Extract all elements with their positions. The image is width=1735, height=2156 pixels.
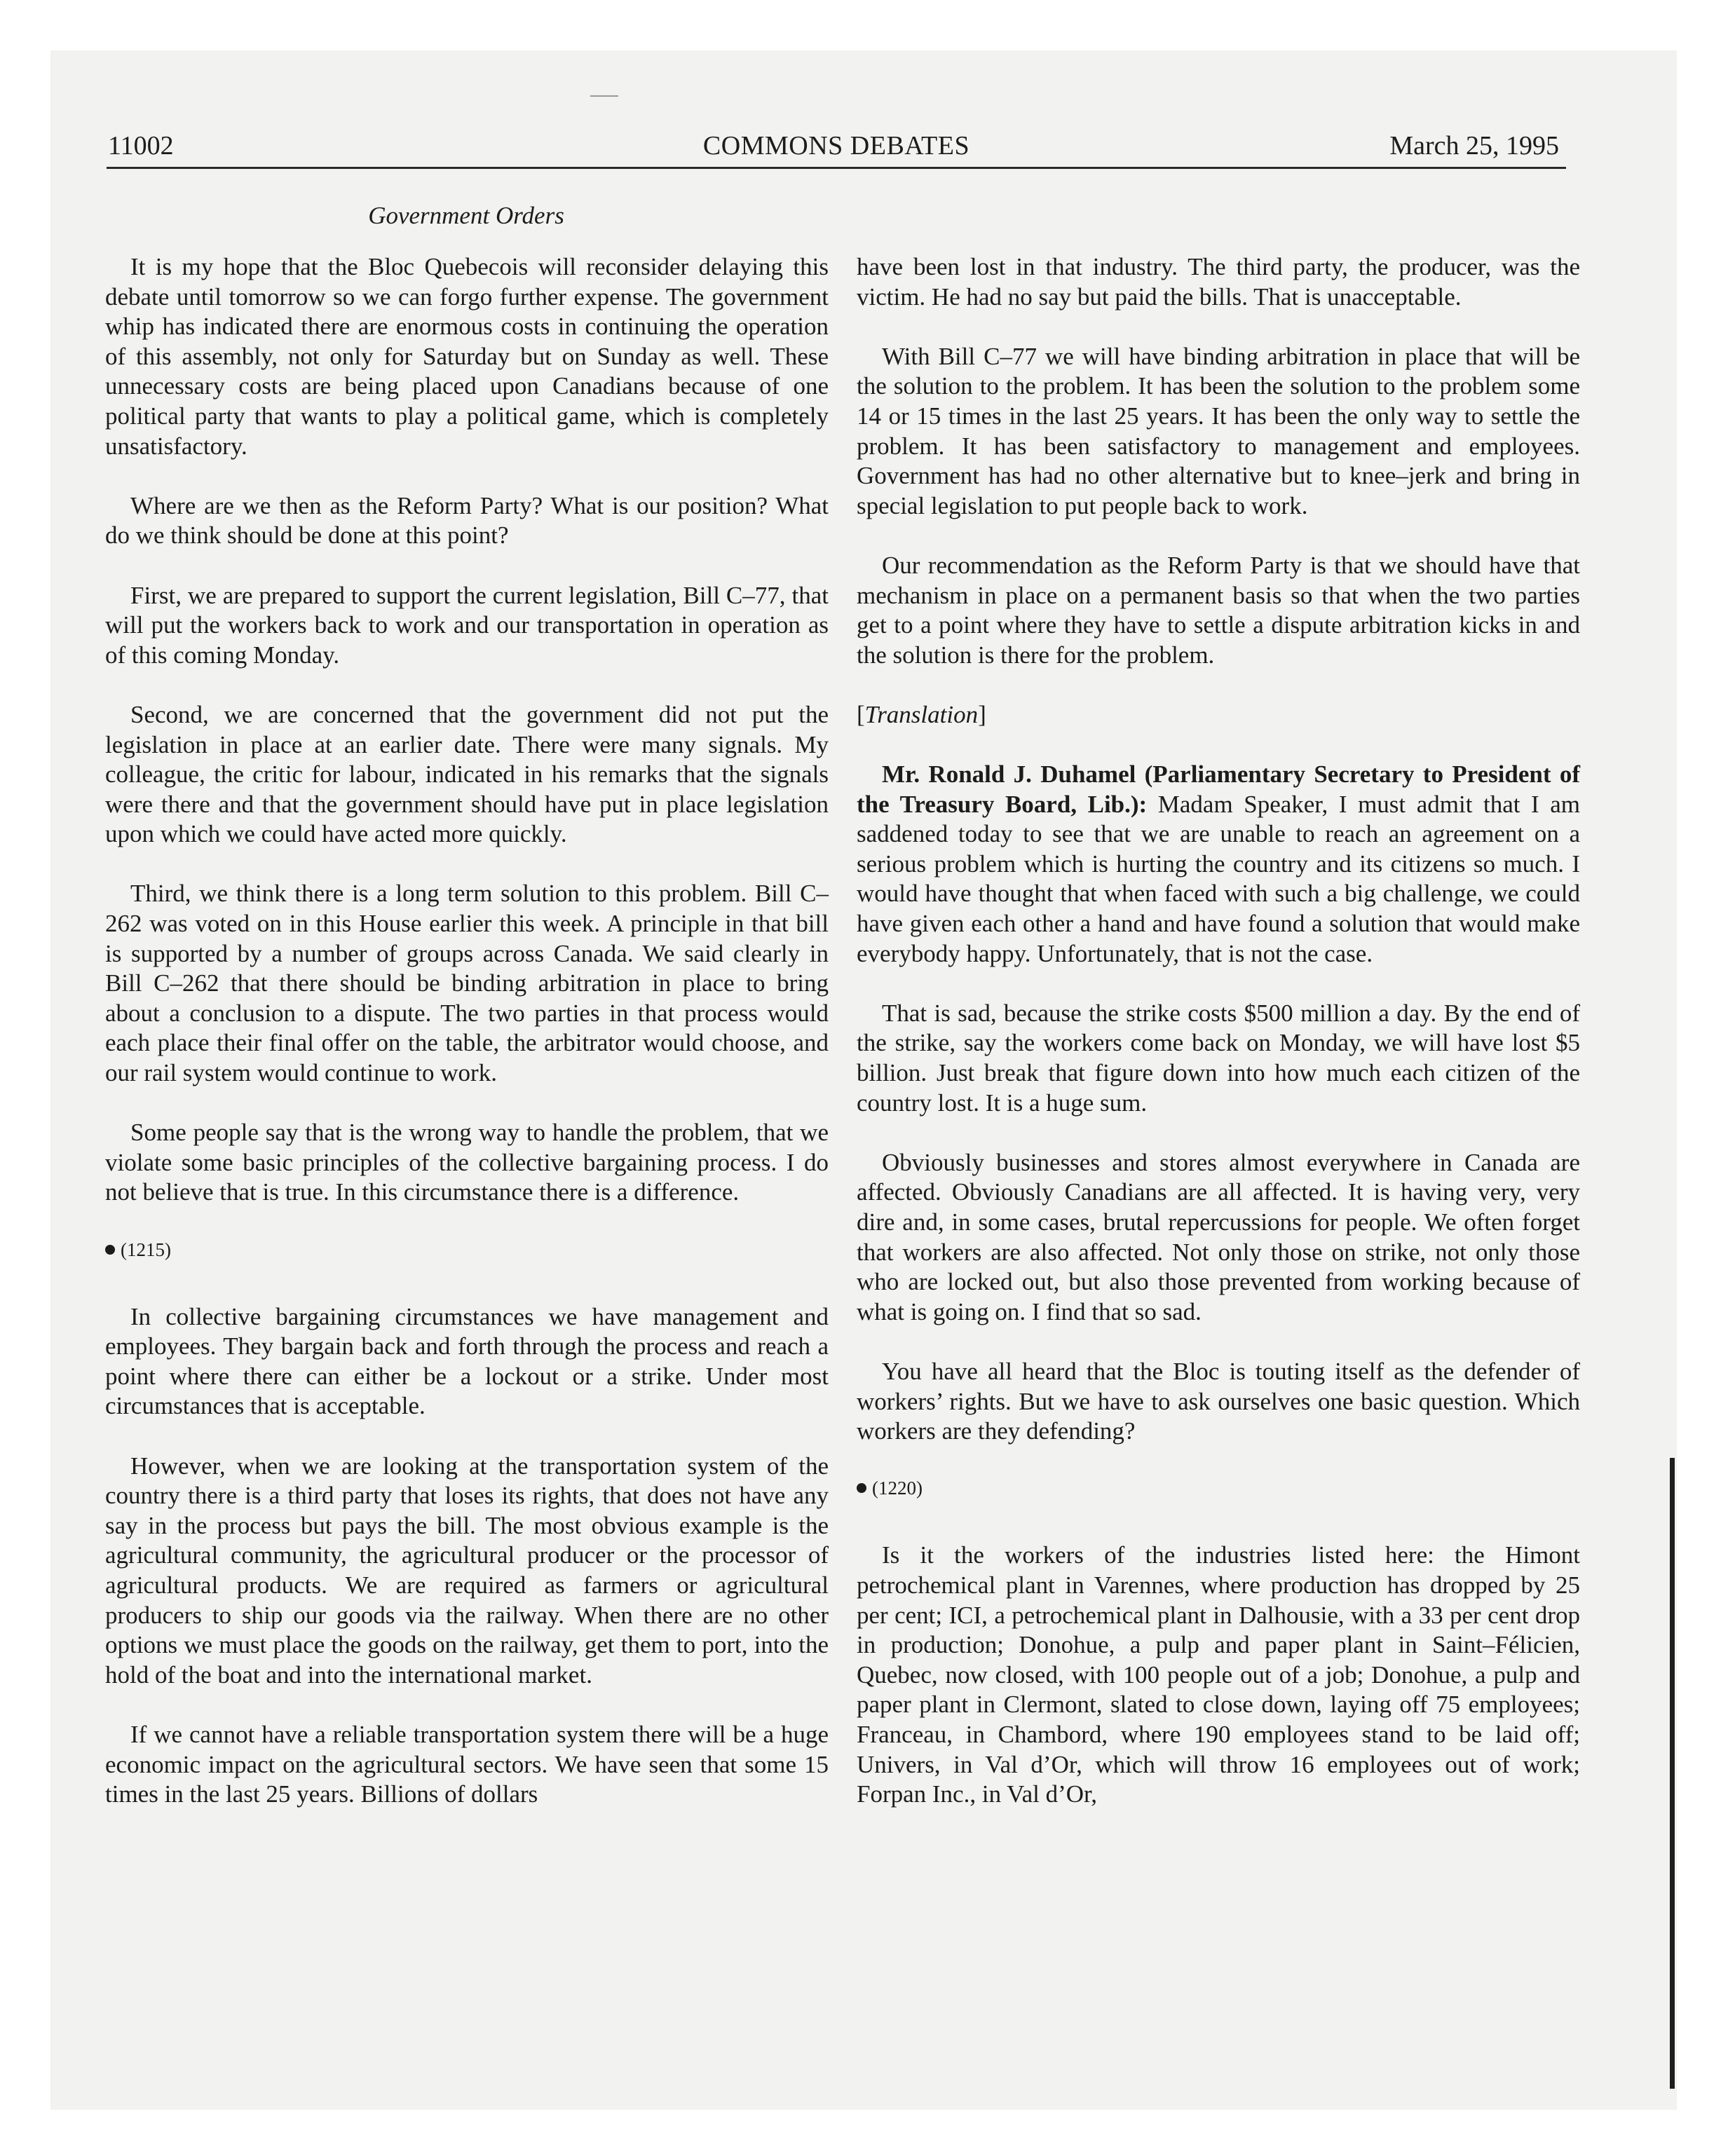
translation-note: [Translation] xyxy=(857,700,986,728)
paragraph: First, we are prepared to support the current legislation, Bill C–77, that will put the workers back to work and our transportation in operation as of this coming Monday. xyxy=(105,581,829,669)
time-marker xyxy=(857,1476,1580,1500)
paragraph: Obviously businesses and stores almost everywhere in Canada are affected. Obviously Canadians are all affected. It is having very, very dire and, in some cases, brutal repercussions for people. We often forget that workers are also affected. Not only those on strike, not only those who are locked out, but also those prevented from working because of what is going on. I find that so sad. xyxy=(857,1148,1580,1325)
translation-note-label: Translation xyxy=(864,700,979,728)
page-number: 11002 xyxy=(108,131,174,161)
paragraph: Is it the workers of the industries listed here: the Himont petrochemical plant in Varennes, where production has dropped by 25 per cent; ICI, a petrochemical plant in Dalhousie, with a 33 per cent drop in production; Donohue, a pulp and paper plant in Saint–Félicien, Quebec, now closed, with 100 people out of a job; Donohue, a pulp and paper plant in Clermont, slated to close down, laying off 75 employees; Franceau, in Chambord, where 190 employees stand to be laid off; Univers, in Val d’Or, which will throw 16 employees out of work; Forpan Inc., in Val d’Or, xyxy=(857,1541,1580,1808)
speaker-speech: Madam Speaker, I must admit that I am saddened today to see that we are unable to reach an agreement on a serious problem which is hurting the country and its citizens so much. I would have thought that when faced with such a big challenge, we could have given each other a hand and have found a solution that would make everybody happy. Unfortunately, that is not the case. xyxy=(857,790,1580,967)
issue-date: March 25, 1995 xyxy=(1389,131,1559,161)
time-marker-label: (1220) xyxy=(872,1478,923,1499)
scan-mark xyxy=(590,95,618,97)
paragraph: Third, we think there is a long term solution to this problem. Bill C–262 was voted on in this House earlier this week. A principle in that bill is supported by a number of groups across Canada. We said clearly in Bill C–262 that there should be binding arbitration in place to bring about a conclusion to a dispute. The two parties in that process would each place their final offer on the table, the arbitrator would choose, and our rail system would continue to work. xyxy=(105,880,829,1087)
bullet-icon xyxy=(857,1483,866,1493)
paragraph: Our recommendation as the Reform Party is that we should have that mechanism in place on a permanent basis so that when the two parties get to a point where they have to settle a dispute arbitration kicks in and the solution is there for the problem. xyxy=(857,551,1580,669)
right-column xyxy=(857,252,1580,1839)
paragraph: However, when we are looking at the transportation system of the country there is a third party that loses its rights, that does not have any say in the process but pays the bill. The most obvious example is the agricultural community, the agricultural producer or the processor of agricultural products. We are required as farmers or agricultural producers to ship our goods via the railway. When there are no other options we must place the goods on the railway, get them to port, into the hold of the boat and into the international market. xyxy=(105,1452,829,1688)
speaker-paragraph xyxy=(857,760,1580,969)
bullet-icon xyxy=(105,1245,115,1255)
paragraph: Where are we then as the Reform Party? What is our position? What do we think should be done at this point? xyxy=(105,491,829,550)
speaker-name: Mr. Ronald J. Duhamel (Parliamentary Secretary to President of the Treasury Board, Lib.): xyxy=(857,760,1580,818)
paragraph: That is sad, because the strike costs $500 million a day. By the end of the strike, say the workers come back on Monday, we will have lost $5 billion. Just break that figure down into how much each citizen of the country lost. It is a huge sum. xyxy=(857,999,1580,1117)
paragraph: With Bill C–77 we will have binding arbitration in place that will be the solution to the problem. It has been the solution to the problem some 14 or 15 times in the last 25 years. It has been the only way to settle the problem. It has been satisfactory to management and employees. Government has had no other alternative but to knee–jerk and bring in special legislation to put people back to work. xyxy=(857,342,1580,519)
paragraph: Second, we are concerned that the government did not put the legislation in place at an earlier date. There were many signals. My colleague, the critic for labour, indicated in his remarks that the signals were there and that the government should have put in place legislation upon which we could have acted more quickly. xyxy=(105,700,829,848)
running-header xyxy=(107,125,1566,169)
margin-rule xyxy=(1670,1458,1675,2089)
publication-title: COMMONS DEBATES xyxy=(702,131,970,161)
paragraph: You have all heard that the Bloc is touting itself as the defender of workers’ rights. But we have to ask ourselves one basic question. Which workers are they defending? xyxy=(857,1357,1580,1445)
paragraph: If we cannot have a reliable transportation system there will be a huge economic impact on the agricultural sectors. We have seen that some 15 times in the last 25 years. Billions of dollars xyxy=(105,1720,829,1808)
paragraph: It is my hope that the Bloc Quebecois will reconsider delaying this debate until tomorrow so we can forgo further expense. The government whip has indicated there are enormous costs in continuing the operation of this assembly, not only for Saturday but on Sunday as well. These unnecessary costs are being placed upon Canadians because of one political party that wants to play a political game, which is completely unsatisfactory. xyxy=(105,253,829,460)
left-column xyxy=(105,252,829,1839)
section-title: Government Orders xyxy=(368,202,564,229)
paragraph-continued: have been lost in that industry. The third party, the producer, was the victim. He had no say but paid the bills. That is unacceptable. xyxy=(857,253,1580,311)
paragraph: In collective bargaining circumstances we have management and employees. They bargain back and forth through the process and reach a point where there can either be a lockout or a strike. Under most circumstances that is acceptable. xyxy=(105,1302,829,1420)
time-marker-label: (1215) xyxy=(121,1239,171,1260)
paragraph: Some people say that is the wrong way to handle the problem, that we violate some basic principles of the collective bargaining process. I do not believe that is true. In this circumstance there is a difference. xyxy=(105,1119,829,1206)
time-marker xyxy=(105,1238,829,1262)
